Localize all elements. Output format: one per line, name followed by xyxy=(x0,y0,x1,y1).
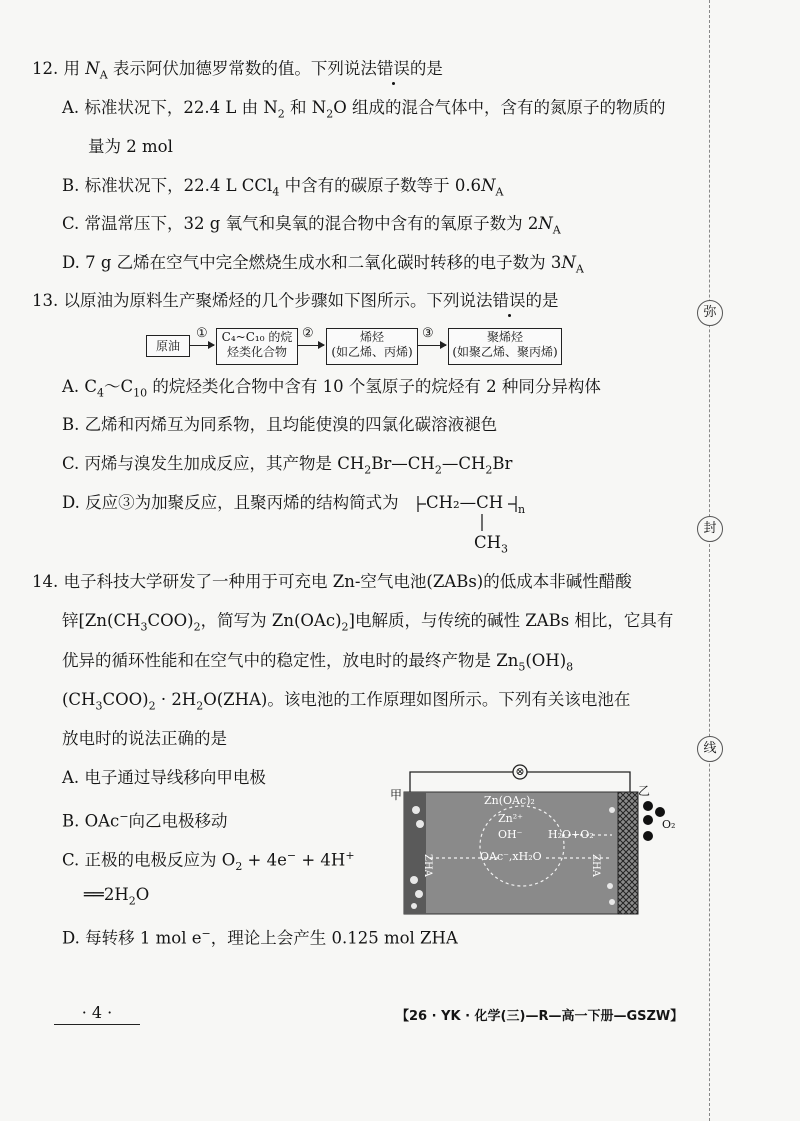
seal-dashed-line xyxy=(709,0,710,1121)
label-znoac: Zn(OAc)₂ xyxy=(484,794,535,807)
flow-box-alkenes: 烯烃 (如乙烯、丙烯) xyxy=(326,328,418,365)
flow-arrow-1 xyxy=(190,345,214,346)
seal-mark-mi: 弥 xyxy=(697,300,723,326)
q14-option-b: B. OAc−向乙电极移动 xyxy=(62,810,228,831)
flow-arrow-3 xyxy=(418,345,446,346)
battery-diagram xyxy=(386,762,686,922)
q14-option-c-cont: $══2H_2O$ xyxy=(84,885,150,908)
flow-box-alkanes: C₄~C₁₀ 的烷 烃类化合物 xyxy=(216,328,298,365)
q13-stem: 13. 以原油为原料生产聚烯烃的几个步骤如下图所示。下列说法错误的是 xyxy=(32,291,559,310)
label-zn2: Zn²⁺ xyxy=(498,812,523,825)
label-yi: 乙 xyxy=(638,784,651,798)
poly-n: n xyxy=(518,503,526,516)
polypropylene-structure xyxy=(412,489,532,559)
exam-code: 【26 · YK · 化学(三)—R—高一下册—GSZW】 xyxy=(396,1009,684,1024)
q14-line-5: 放电时的说法正确的是 xyxy=(62,729,227,748)
q14-line-1: 14. 电子科技大学研发了一种用于可充电 Zn-空气电池(ZABs)的低成本非碱性醋酸 xyxy=(32,572,632,591)
q12-option-b: B. 标准状况下，22.4 L CCl$_4$ 中含有的碳原子数等于 $0.6N_A$ xyxy=(62,176,504,199)
poly-methyl: $CH_3$ xyxy=(474,533,509,556)
flow-step-3: ③ xyxy=(422,326,434,341)
label-oac-h2o: OAc⁻,xH₂O xyxy=(480,850,542,863)
air-electrode xyxy=(618,792,638,914)
label-jia: 甲 xyxy=(390,788,403,802)
q12-stem: 12. 用 $N_A$ 表示阿伏加德罗常数的值。下列说法错误的是 xyxy=(32,59,443,82)
label-zha-left: ZHA xyxy=(422,854,433,877)
label-o2: O₂ xyxy=(662,818,676,831)
q14-line-2: 锌[$Zn(CH_3COO)_2$，简写为 $Zn(OAc)_2$]电解质，与传统的碱性 ZABs 相比，它具有 xyxy=(62,611,674,634)
q13-option-b: B. 乙烯和丙烯互为同系物，且均能使溴的四氯化碳溶液褪色 xyxy=(62,415,498,434)
q12-option-a: A. 标准状况下，22.4 L 由 $N_2$ 和 $N_2O$ 组成的混合气体中，含有的氮原子的物质的 xyxy=(62,98,666,121)
q13-option-a: A. $C_4\sim C_{10}$ 的烷烃类化合物中含有 10 个氢原子的烷烃有 2 种同分异构体 xyxy=(62,377,601,400)
flow-box-polyolefins: 聚烯烃 (如聚乙烯、聚丙烯) xyxy=(448,328,562,365)
seal-mark-xian: 线 xyxy=(697,736,723,762)
flow-box-crude-oil: 原油 xyxy=(146,335,190,357)
q14-option-c: C. 正极的电极反应为 $O_2 + 4e^- + 4H^+$ xyxy=(62,849,355,873)
page-number: · 4 · xyxy=(54,1003,140,1025)
label-h2o-o2: H₂O+O₂ xyxy=(548,828,594,841)
meter-icon: ⊗ xyxy=(515,765,525,778)
q13-option-d: D. 反应③为加聚反应，且聚丙烯的结构简式为 xyxy=(62,493,399,512)
q12-option-c: C. 常温常压下，32 g 氧气和臭氧的混合物中含有的氧原子数为 $2N_A$ xyxy=(62,214,561,237)
poly-chain: CH₂—CH xyxy=(426,493,504,512)
q14-option-d: D. 每转移 1 mol e−，理论上会产生 0.125 mol ZHA xyxy=(62,927,458,948)
q12-option-a-cont: 量为 2 mol xyxy=(88,137,173,156)
flow-step-1: ① xyxy=(196,326,208,341)
flow-step-2: ② xyxy=(302,326,314,341)
flow-arrow-2 xyxy=(298,345,324,346)
q14-line-4: $(CH_3COO)_2 \cdot 2H_2O(ZHA)$。该电池的工作原理如图所示。下列有关该电池在 xyxy=(62,690,631,713)
q12-emphasis: 错误 xyxy=(376,59,410,78)
q13-emphasis: 错误 xyxy=(492,291,526,310)
seal-mark-feng: 封 xyxy=(697,516,723,542)
q14-option-a: A. 电子通过导线移向甲电极 xyxy=(62,768,266,787)
q14-line-3: 优异的循环性能和在空气中的稳定性，放电时的最终产物是 $Zn_5(OH)_8$ xyxy=(62,651,574,674)
q12-option-d: D. 7 g 乙烯在空气中完全燃烧生成水和二氧化碳时转移的电子数为 $3N_A$ xyxy=(62,253,584,276)
q13-option-c: C. 丙烯与溴发生加成反应，其产物是 $CH_2Br—CH_2—CH_2Br$ xyxy=(62,454,513,477)
label-oh: OH⁻ xyxy=(498,828,523,841)
label-zha-right: ZHA xyxy=(590,854,601,877)
